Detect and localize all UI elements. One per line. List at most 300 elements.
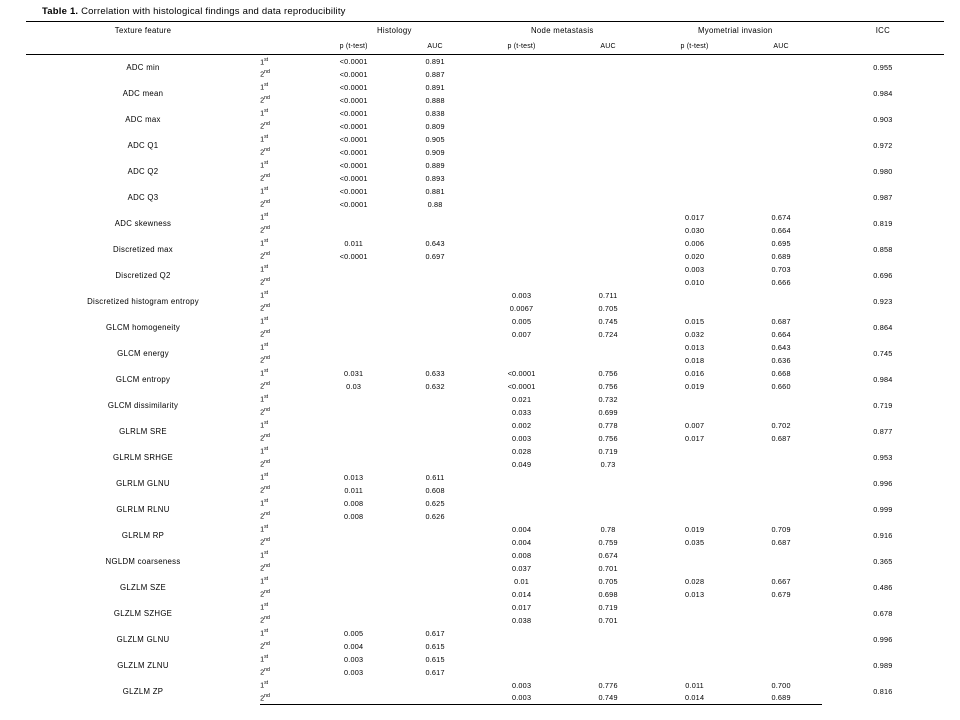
measurement-ordinal: 2nd bbox=[260, 641, 270, 651]
measurement-ordinal: 1st bbox=[260, 82, 269, 92]
node-auc bbox=[567, 653, 648, 666]
feature-name: GLCM entropy bbox=[115, 375, 171, 384]
icc-value: 0.996 bbox=[873, 479, 893, 488]
histology-p-value bbox=[313, 276, 394, 289]
icc-value: 0.864 bbox=[873, 323, 893, 332]
histology-p-value: 0.008 bbox=[344, 498, 364, 508]
feature-name: Discretized max bbox=[113, 245, 174, 254]
myometrial-p-value: 0.017 bbox=[684, 433, 705, 443]
node-auc: 0.699 bbox=[598, 407, 618, 417]
caption-label: Table 1. bbox=[42, 6, 79, 17]
myometrial-auc: 0.702 bbox=[771, 420, 791, 430]
node-auc bbox=[567, 224, 648, 237]
feature-name: ADC mean bbox=[122, 89, 164, 98]
measurement-ordinal: 2nd bbox=[260, 173, 270, 183]
table-row bbox=[26, 289, 944, 302]
myometrial-auc: 0.666 bbox=[771, 277, 791, 287]
myometrial-p-value: 0.013 bbox=[684, 589, 705, 599]
node-p-value: 0.0067 bbox=[509, 303, 534, 313]
histology-auc: 0.615 bbox=[425, 654, 445, 664]
table-caption bbox=[0, 0, 960, 21]
myometrial-p-value: 0.028 bbox=[684, 576, 705, 586]
myometrial-p-value: 0.003 bbox=[684, 264, 705, 274]
node-auc: 0.745 bbox=[598, 316, 618, 326]
myometrial-p-value: 0.013 bbox=[684, 342, 705, 352]
node-p-value bbox=[476, 68, 568, 81]
histology-auc: 0.615 bbox=[425, 641, 445, 651]
node-auc bbox=[567, 341, 648, 354]
measurement-ordinal: 1st bbox=[260, 238, 269, 248]
myometrial-p-value bbox=[649, 55, 741, 68]
header-histology: Histology bbox=[313, 22, 476, 39]
icc-value: 0.816 bbox=[873, 687, 893, 696]
node-auc: 0.711 bbox=[598, 290, 618, 300]
histology-auc bbox=[394, 302, 475, 315]
myometrial-p-value: 0.035 bbox=[684, 537, 705, 547]
histology-p-value: <0.0001 bbox=[339, 134, 368, 144]
feature-name: ADC Q3 bbox=[127, 193, 159, 202]
table-row bbox=[26, 315, 944, 328]
icc-value: 0.996 bbox=[873, 635, 893, 644]
icc-value: 0.989 bbox=[873, 661, 893, 670]
myometrial-auc bbox=[740, 562, 821, 575]
measurement-ordinal: 2nd bbox=[260, 69, 270, 79]
histology-p-value bbox=[313, 432, 394, 445]
myometrial-auc bbox=[740, 120, 821, 133]
histology-auc: 0.891 bbox=[425, 56, 445, 66]
myometrial-p-value: 0.017 bbox=[684, 212, 705, 222]
measurement-ordinal: 2nd bbox=[260, 511, 270, 521]
icc-value: 0.903 bbox=[873, 115, 893, 124]
table-row bbox=[26, 627, 944, 640]
histology-auc: 0.88 bbox=[427, 199, 443, 209]
histology-p-value bbox=[313, 458, 394, 471]
myometrial-auc bbox=[740, 458, 821, 471]
node-p-value: <0.0001 bbox=[507, 381, 536, 391]
node-auc: 0.701 bbox=[598, 615, 618, 625]
measurement-ordinal: 1st bbox=[260, 446, 269, 456]
node-auc bbox=[567, 81, 648, 94]
feature-name: ADC Q2 bbox=[127, 167, 159, 176]
myometrial-p-value bbox=[649, 484, 741, 497]
node-auc bbox=[567, 198, 648, 211]
histology-p-value: 0.008 bbox=[344, 511, 364, 521]
histology-auc: 0.888 bbox=[425, 95, 445, 105]
node-p-value: 0.004 bbox=[511, 537, 532, 547]
histology-p-value: <0.0001 bbox=[339, 82, 368, 92]
histology-p-value: 0.004 bbox=[344, 641, 364, 651]
node-p-value: 0.028 bbox=[511, 446, 532, 456]
table-row bbox=[26, 393, 944, 406]
histology-p-value bbox=[313, 601, 394, 614]
histology-p-value: <0.0001 bbox=[339, 186, 368, 196]
histology-auc bbox=[394, 588, 475, 601]
myometrial-p-value: 0.019 bbox=[684, 381, 705, 391]
node-p-value bbox=[476, 81, 568, 94]
myometrial-auc bbox=[740, 81, 821, 94]
measurement-ordinal: 2nd bbox=[260, 277, 270, 287]
header-icc: ICC bbox=[822, 22, 944, 39]
myometrial-auc: 0.709 bbox=[771, 524, 791, 534]
myometrial-auc bbox=[740, 55, 821, 68]
histology-p-value: 0.011 bbox=[344, 485, 364, 495]
histology-auc: 0.881 bbox=[425, 186, 445, 196]
measurement-ordinal: 2nd bbox=[260, 459, 270, 469]
myometrial-auc bbox=[740, 172, 821, 185]
icc-value: 0.696 bbox=[873, 271, 893, 280]
histology-auc: 0.611 bbox=[425, 472, 445, 482]
myometrial-auc: 0.668 bbox=[771, 368, 791, 378]
histology-auc: 0.809 bbox=[425, 121, 445, 131]
histology-p-value bbox=[313, 406, 394, 419]
histology-auc bbox=[394, 406, 475, 419]
histology-p-value: <0.0001 bbox=[339, 56, 368, 66]
myometrial-auc bbox=[740, 640, 821, 653]
histology-auc bbox=[394, 393, 475, 406]
measurement-ordinal: 2nd bbox=[260, 355, 270, 365]
table-row bbox=[26, 107, 944, 120]
histology-p-value bbox=[313, 575, 394, 588]
histology-p-value: <0.0001 bbox=[339, 251, 368, 261]
myometrial-p-value bbox=[649, 614, 741, 627]
histology-p-value bbox=[313, 315, 394, 328]
myometrial-p-value: 0.006 bbox=[684, 238, 705, 248]
node-p-value bbox=[476, 471, 568, 484]
caption-text: Correlation with histological findings and data reproducibility bbox=[78, 6, 346, 17]
node-p-value: 0.003 bbox=[511, 680, 532, 690]
header-sub-icc-spacer bbox=[822, 38, 944, 55]
measurement-ordinal: 1st bbox=[260, 550, 269, 560]
histology-auc: 0.608 bbox=[425, 485, 445, 495]
myometrial-p-value: 0.032 bbox=[684, 329, 705, 339]
measurement-ordinal: 2nd bbox=[260, 381, 270, 391]
measurement-ordinal: 2nd bbox=[260, 692, 313, 705]
histology-p-value bbox=[313, 393, 394, 406]
myometrial-p-value: 0.010 bbox=[684, 277, 705, 287]
table-row bbox=[26, 419, 944, 432]
myometrial-auc bbox=[740, 549, 821, 562]
myometrial-auc: 0.660 bbox=[771, 381, 791, 391]
node-p-value bbox=[476, 211, 568, 224]
histology-auc: 0.909 bbox=[425, 147, 445, 157]
icc-value: 0.984 bbox=[873, 375, 893, 384]
feature-name: ADC Q1 bbox=[127, 141, 159, 150]
node-auc bbox=[567, 263, 648, 276]
histology-auc bbox=[394, 601, 475, 614]
histology-auc bbox=[394, 562, 475, 575]
node-p-value bbox=[476, 146, 568, 159]
myometrial-auc bbox=[740, 497, 821, 510]
measurement-ordinal: 2nd bbox=[260, 147, 270, 157]
histology-auc: 0.626 bbox=[425, 511, 445, 521]
histology-p-value bbox=[313, 549, 394, 562]
histology-auc: 0.887 bbox=[425, 69, 445, 79]
node-p-value bbox=[476, 237, 568, 250]
myometrial-p-value: 0.007 bbox=[684, 420, 705, 430]
table-head bbox=[26, 22, 944, 55]
header-sub-row bbox=[26, 38, 944, 55]
node-p-value bbox=[476, 666, 568, 679]
myometrial-p-value: 0.020 bbox=[684, 251, 705, 261]
node-auc: 0.705 bbox=[598, 303, 618, 313]
node-auc: 0.719 bbox=[598, 446, 618, 456]
myometrial-p-value bbox=[649, 107, 741, 120]
icc-value: 0.877 bbox=[873, 427, 893, 436]
myometrial-p-value bbox=[649, 601, 741, 614]
feature-name: GLZLM SZE bbox=[120, 583, 167, 592]
myometrial-auc bbox=[740, 302, 821, 315]
myometrial-p-value bbox=[649, 497, 741, 510]
myometrial-auc bbox=[740, 198, 821, 211]
table-row bbox=[26, 237, 944, 250]
node-p-value bbox=[476, 172, 568, 185]
myometrial-auc bbox=[740, 471, 821, 484]
node-auc: 0.732 bbox=[598, 394, 618, 404]
measurement-ordinal: 1st bbox=[260, 342, 269, 352]
icc-value: 0.678 bbox=[873, 609, 893, 618]
myometrial-auc bbox=[740, 289, 821, 302]
myometrial-auc: 0.667 bbox=[771, 576, 791, 586]
table-row bbox=[26, 549, 944, 562]
myometrial-auc: 0.664 bbox=[771, 225, 791, 235]
node-auc bbox=[567, 276, 648, 289]
node-auc: 0.73 bbox=[600, 459, 616, 469]
node-auc bbox=[567, 471, 648, 484]
node-p-value bbox=[476, 640, 568, 653]
table-row bbox=[26, 211, 944, 224]
header-ordinal-spacer bbox=[260, 22, 313, 39]
table-row bbox=[26, 575, 944, 588]
feature-name: GLCM dissimilarity bbox=[107, 401, 179, 410]
node-p-value: 0.005 bbox=[511, 316, 532, 326]
myometrial-auc: 0.679 bbox=[771, 589, 791, 599]
node-p-value bbox=[476, 55, 568, 68]
myometrial-auc: 0.689 bbox=[740, 692, 821, 705]
node-auc bbox=[567, 68, 648, 81]
measurement-ordinal: 2nd bbox=[260, 615, 270, 625]
node-p-value bbox=[476, 159, 568, 172]
feature-name: GLRLM RLNU bbox=[116, 505, 170, 514]
feature-name: GLZLM GLNU bbox=[116, 635, 170, 644]
histology-auc: 0.632 bbox=[425, 381, 445, 391]
table-row bbox=[26, 445, 944, 458]
header-node-p: p (t-test) bbox=[476, 38, 568, 55]
histology-p-value: <0.0001 bbox=[339, 147, 368, 157]
node-p-value bbox=[476, 510, 568, 523]
histology-auc bbox=[394, 679, 475, 692]
table-row bbox=[26, 341, 944, 354]
node-auc bbox=[567, 55, 648, 68]
histology-p-value: <0.0001 bbox=[339, 69, 368, 79]
table-row bbox=[26, 133, 944, 146]
myometrial-p-value bbox=[649, 302, 741, 315]
histology-auc: 0.617 bbox=[425, 667, 445, 677]
myometrial-p-value bbox=[649, 159, 741, 172]
histology-p-value bbox=[313, 419, 394, 432]
myometrial-auc: 0.700 bbox=[771, 680, 791, 690]
icc-value: 0.819 bbox=[873, 219, 893, 228]
measurement-ordinal: 2nd bbox=[260, 589, 270, 599]
feature-name: ADC max bbox=[125, 115, 161, 124]
feature-name: GLCM energy bbox=[117, 349, 169, 358]
icc-value: 0.858 bbox=[873, 245, 893, 254]
myometrial-p-value bbox=[649, 68, 741, 81]
feature-name: GLZLM ZP bbox=[122, 687, 164, 696]
feature-name: ADC min bbox=[126, 63, 160, 73]
myometrial-p-value bbox=[649, 458, 741, 471]
myometrial-p-value bbox=[649, 94, 741, 107]
node-auc: 0.719 bbox=[598, 602, 618, 612]
myometrial-auc: 0.703 bbox=[771, 264, 791, 274]
myometrial-auc bbox=[740, 94, 821, 107]
myometrial-auc: 0.687 bbox=[771, 433, 791, 443]
histology-p-value: <0.0001 bbox=[339, 95, 368, 105]
myometrial-p-value bbox=[649, 445, 741, 458]
histology-auc: 0.893 bbox=[425, 173, 445, 183]
measurement-ordinal: 2nd bbox=[260, 329, 270, 339]
header-myo-p: p (t-test) bbox=[649, 38, 741, 55]
node-p-value: 0.038 bbox=[511, 615, 532, 625]
node-auc bbox=[567, 159, 648, 172]
myometrial-p-value: 0.011 bbox=[685, 680, 704, 690]
myometrial-p-value bbox=[649, 562, 741, 575]
histology-p-value: 0.013 bbox=[344, 472, 364, 482]
histology-auc bbox=[394, 276, 475, 289]
myometrial-p-value bbox=[649, 146, 741, 159]
myometrial-auc: 0.643 bbox=[771, 342, 791, 352]
myometrial-auc bbox=[740, 406, 821, 419]
myometrial-auc bbox=[740, 484, 821, 497]
node-p-value: 0.014 bbox=[511, 589, 532, 599]
header-myometrial-invasion: Myometrial invasion bbox=[649, 22, 822, 39]
node-p-value bbox=[476, 224, 568, 237]
feature-name: GLRLM GLNU bbox=[116, 479, 170, 488]
node-auc bbox=[567, 354, 648, 367]
histology-p-value: <0.0001 bbox=[339, 108, 368, 118]
measurement-ordinal: 1st bbox=[260, 368, 269, 378]
measurement-ordinal: 1st bbox=[260, 290, 269, 300]
node-auc bbox=[567, 640, 648, 653]
icc-value: 0.923 bbox=[873, 297, 893, 306]
table-row bbox=[26, 601, 944, 614]
node-p-value: 0.021 bbox=[511, 394, 532, 404]
node-auc bbox=[567, 133, 648, 146]
myometrial-p-value bbox=[649, 198, 741, 211]
feature-name: GLZLM SZHGE bbox=[113, 609, 173, 618]
measurement-ordinal: 2nd bbox=[260, 225, 270, 235]
histology-auc bbox=[394, 289, 475, 302]
myometrial-auc: 0.687 bbox=[771, 537, 791, 547]
node-auc bbox=[567, 94, 648, 107]
header-group-row bbox=[26, 22, 944, 39]
myometrial-p-value bbox=[649, 185, 741, 198]
icc-value: 0.916 bbox=[873, 531, 893, 540]
node-auc: 0.78 bbox=[600, 524, 616, 534]
table-row bbox=[26, 653, 944, 666]
node-auc bbox=[567, 510, 648, 523]
histology-auc bbox=[394, 432, 475, 445]
histology-p-value bbox=[313, 328, 394, 341]
measurement-ordinal: 1st bbox=[260, 472, 269, 482]
myometrial-p-value bbox=[649, 653, 741, 666]
icc-value: 0.955 bbox=[873, 63, 893, 73]
feature-name: GLRLM SRHGE bbox=[113, 453, 174, 462]
measurement-ordinal: 1st bbox=[260, 654, 269, 664]
node-p-value bbox=[476, 94, 568, 107]
feature-name: GLZLM ZLNU bbox=[117, 661, 169, 670]
node-p-value bbox=[476, 497, 568, 510]
icc-value: 0.953 bbox=[873, 453, 893, 462]
node-auc bbox=[567, 146, 648, 159]
histology-p-value bbox=[313, 562, 394, 575]
histology-p-value bbox=[313, 523, 394, 536]
histology-p-value bbox=[313, 341, 394, 354]
histology-p-value: 0.031 bbox=[344, 368, 364, 378]
feature-name: Discretized histogram entropy bbox=[87, 297, 199, 306]
header-histology-p: p (t-test) bbox=[313, 38, 394, 55]
icc-value: 0.999 bbox=[873, 505, 893, 514]
icc-value: 0.987 bbox=[873, 193, 893, 202]
histology-p-value bbox=[313, 692, 394, 705]
histology-auc bbox=[394, 575, 475, 588]
measurement-ordinal: 1st bbox=[260, 56, 269, 66]
node-p-value bbox=[476, 185, 568, 198]
measurement-ordinal: 1st bbox=[260, 602, 269, 612]
histology-auc bbox=[394, 211, 475, 224]
table-row bbox=[26, 497, 944, 510]
node-auc: 0.759 bbox=[598, 537, 618, 547]
histology-auc bbox=[394, 458, 475, 471]
myometrial-p-value bbox=[649, 627, 741, 640]
table-row bbox=[26, 81, 944, 94]
icc-value: 0.719 bbox=[873, 401, 893, 410]
myometrial-auc: 0.695 bbox=[771, 238, 791, 248]
node-p-value: 0.003 bbox=[511, 290, 532, 300]
node-auc: 0.674 bbox=[598, 550, 618, 560]
histology-p-value bbox=[313, 211, 394, 224]
histology-p-value bbox=[313, 614, 394, 627]
myometrial-auc bbox=[740, 601, 821, 614]
histology-auc bbox=[394, 536, 475, 549]
histology-auc: 0.838 bbox=[425, 108, 445, 118]
histology-p-value bbox=[313, 445, 394, 458]
node-auc: 0.701 bbox=[598, 563, 618, 573]
myometrial-auc bbox=[740, 445, 821, 458]
measurement-ordinal: 2nd bbox=[260, 537, 270, 547]
measurement-ordinal: 1st bbox=[260, 108, 269, 118]
histology-p-value bbox=[313, 263, 394, 276]
node-p-value: <0.0001 bbox=[507, 368, 536, 378]
node-p-value bbox=[476, 627, 568, 640]
histology-auc: 0.625 bbox=[425, 498, 445, 508]
table-row bbox=[26, 367, 944, 380]
table-body bbox=[26, 55, 944, 705]
header-sub-feature-spacer bbox=[26, 38, 260, 55]
measurement-ordinal: 1st bbox=[260, 160, 269, 170]
histology-p-value bbox=[313, 289, 394, 302]
measurement-ordinal: 2nd bbox=[260, 303, 270, 313]
myometrial-p-value bbox=[649, 289, 741, 302]
measurement-ordinal: 2nd bbox=[260, 95, 270, 105]
myometrial-auc bbox=[740, 133, 821, 146]
header-myo-auc: AUC bbox=[740, 38, 821, 55]
histology-p-value: 0.011 bbox=[344, 238, 364, 248]
histology-p-value: <0.0001 bbox=[339, 121, 368, 131]
measurement-ordinal: 2nd bbox=[260, 433, 270, 443]
measurement-ordinal: 2nd bbox=[260, 199, 270, 209]
measurement-ordinal: 1st bbox=[260, 498, 269, 508]
icc-value: 0.972 bbox=[873, 141, 893, 150]
